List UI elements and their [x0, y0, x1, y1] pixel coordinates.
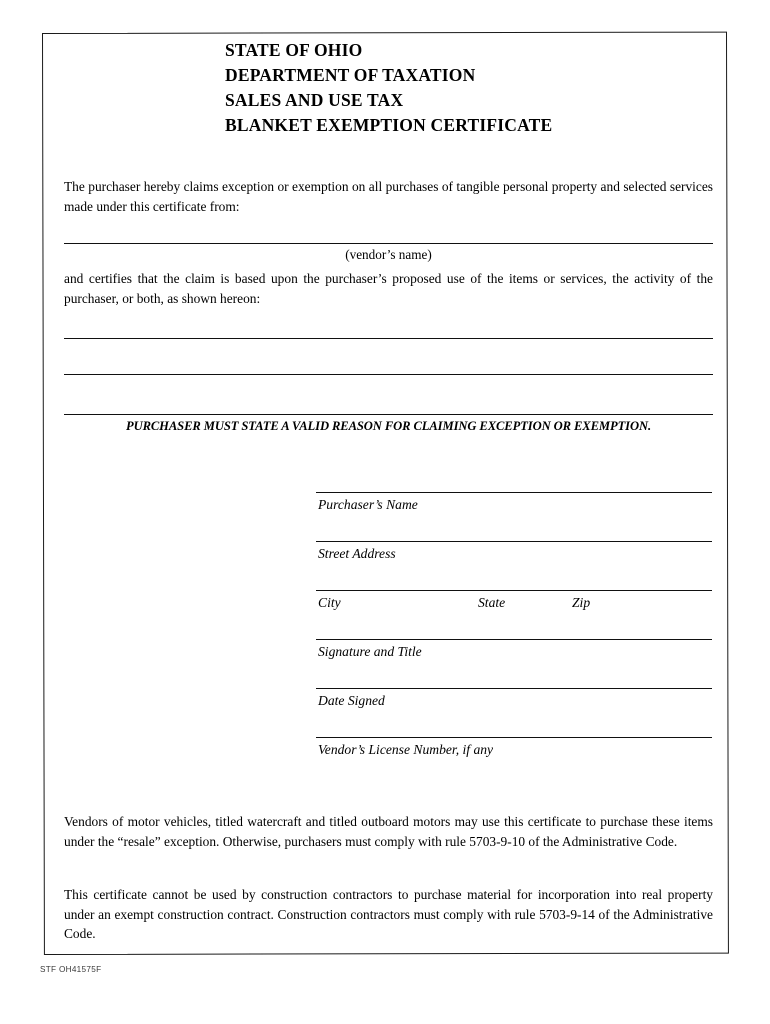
field-date-signed[interactable] [316, 688, 712, 737]
form-code-label: STF OH41575F [40, 965, 102, 974]
paragraph-construction-contractor-note: This certificate cannot be used by construction contractors to purchase material for incorporation into real property under an exempt construction contract. Construction contractors must comply with rule 5703-9-14 of the Administrative Code. [64, 887, 713, 941]
date-signed-input-line[interactable] [316, 688, 712, 689]
reason-input-line-1[interactable] [64, 338, 713, 339]
city-state-zip-input-line[interactable] [316, 590, 712, 591]
date-signed-label: Date Signed [318, 693, 385, 708]
state-label: State [478, 595, 506, 610]
field-purchasers-name[interactable] [316, 492, 712, 541]
city-label: City [318, 595, 341, 610]
field-street-address[interactable] [316, 541, 712, 590]
document-header [225, 38, 695, 138]
street-address-input-line[interactable] [316, 541, 712, 542]
vendor-name-input-line[interactable] [64, 243, 713, 244]
vendors-license-number-input-line[interactable] [316, 737, 712, 738]
purchasers-name-input-line[interactable] [316, 492, 712, 493]
paragraph-purchaser-claims: The purchaser hereby claims exception or exemption on all purchases of tangible personal property and selected services made under this certificate from: [64, 179, 713, 214]
vendors-license-number-label: Vendor’s License Number, if any [318, 742, 494, 757]
field-vendors-license-number[interactable] [316, 737, 712, 786]
header-line-state: STATE OF OHIO [225, 40, 363, 60]
reason-input-line-3[interactable] [64, 414, 713, 415]
header-line-tax-type: SALES AND USE TAX [225, 90, 404, 110]
signature-and-title-input-line[interactable] [316, 639, 712, 640]
vendor-name-caption: (vendor’s name) [345, 247, 432, 262]
purchasers-name-label: Purchaser’s Name [318, 497, 418, 512]
purchaser-information-fields [316, 492, 712, 786]
header-line-department: DEPARTMENT OF TAXATION [225, 65, 476, 85]
valid-reason-warning: PURCHASER MUST STATE A VALID REASON FOR CLAIMING EXCEPTION OR EXEMPTION. [125, 419, 651, 433]
signature-and-title-label: Signature and Title [318, 644, 422, 659]
reason-input-line-2[interactable] [64, 374, 713, 375]
field-city-state-zip[interactable] [316, 590, 712, 639]
paragraph-motor-vehicle-note: Vendors of motor vehicles, titled watercraft and titled outboard motors may use this certificate to purchase these items under the “resale” exception. Otherwise, purchasers must comply with rule 5703-9-10 of the Administrative Code. [64, 814, 713, 849]
street-address-label: Street Address [318, 546, 396, 561]
header-line-certificate-title: BLANKET EXEMPTION CERTIFICATE [225, 115, 553, 135]
field-signature-and-title[interactable] [316, 639, 712, 688]
paragraph-purchaser-certifies: and certifies that the claim is based upon the purchaser’s proposed use of the items or services, the activity of the purchaser, or both, as shown hereon: [64, 271, 713, 306]
zip-label: Zip [572, 595, 591, 610]
